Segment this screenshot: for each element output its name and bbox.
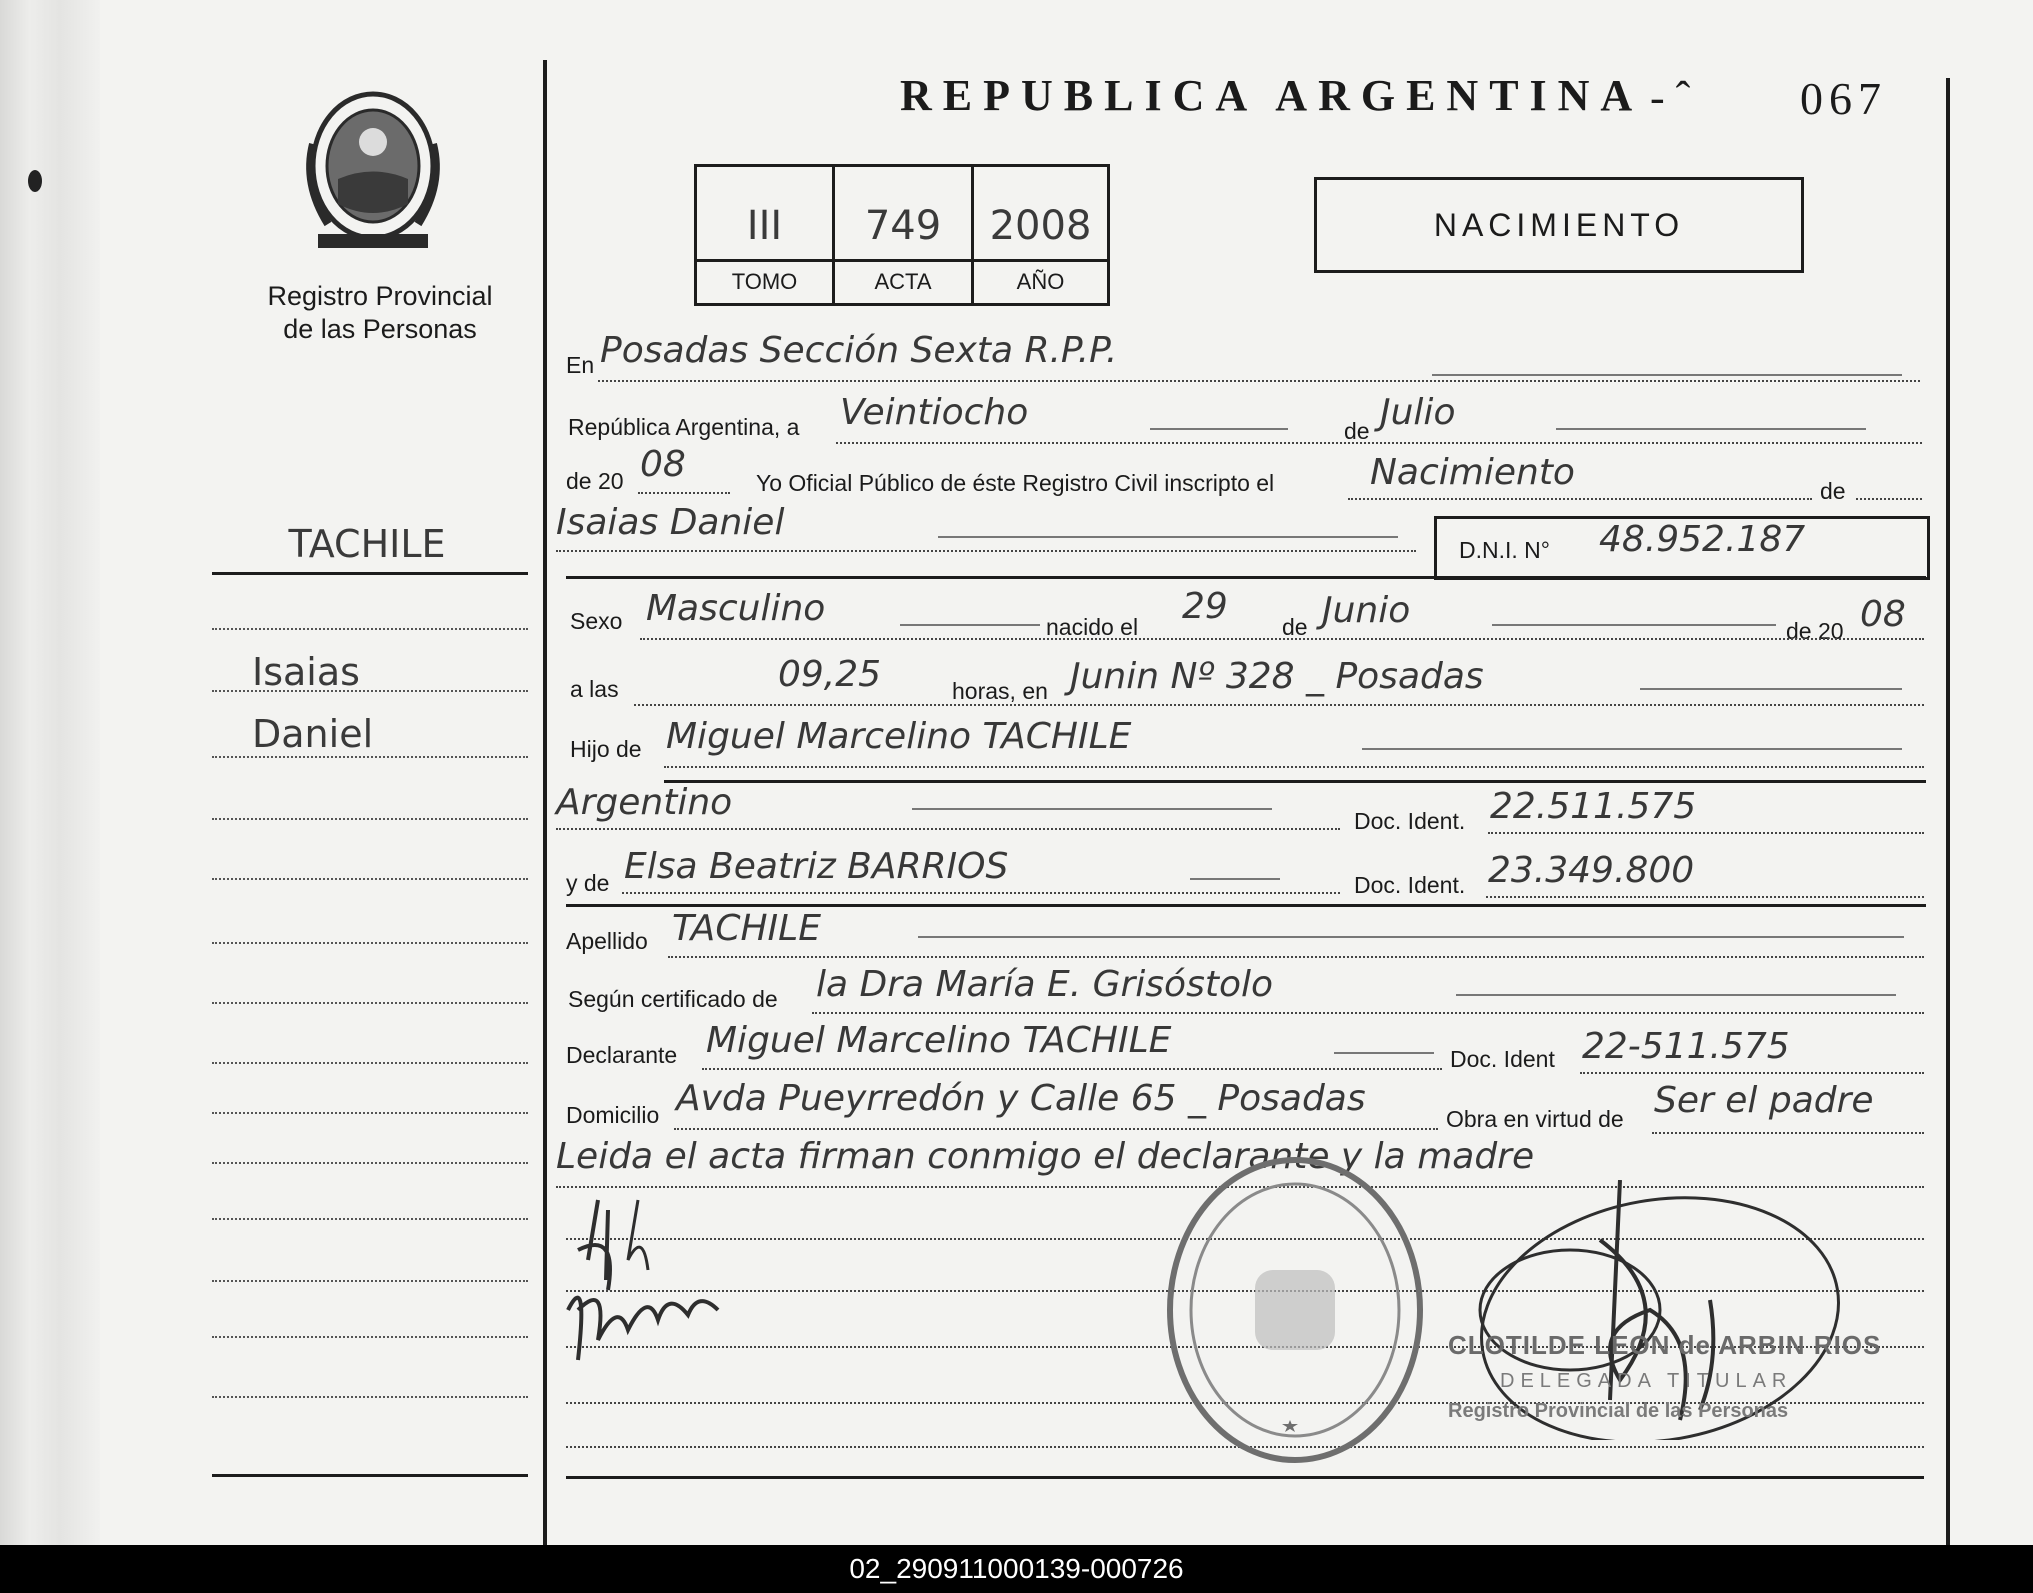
dotted-line: [674, 1128, 1438, 1130]
doc-label-2: Doc. Ident.: [1354, 872, 1466, 898]
segun-label: Según certificado de: [568, 986, 778, 1012]
de-label-2: de: [1820, 478, 1846, 504]
de20-label-2: de 20: [1786, 618, 1844, 644]
certificate-value: la Dra María E. Grisóstolo: [816, 964, 1273, 1005]
birth-place-value: Junin Nº 328 _ Posadas: [1070, 656, 1484, 697]
month-value: Julio: [1380, 392, 1456, 433]
margin-dotted-line: [212, 878, 528, 880]
dotted-line: [664, 766, 1924, 768]
dni-box: [1434, 516, 1930, 580]
republica-label: República Argentina, a: [568, 414, 800, 440]
dotted-line: [556, 550, 1416, 552]
fill-dash: [900, 624, 1040, 626]
dotted-line: [640, 638, 1924, 640]
tomo-label: TOMO: [697, 259, 832, 306]
fill-dash: [1456, 994, 1896, 996]
margin-dotted-line: [212, 1112, 528, 1114]
stamp-organization: Registro Provincial de las Personas: [1448, 1400, 1789, 1422]
margin-given-name-2: Daniel: [252, 712, 374, 756]
dni-label: D.N.I. N°: [1459, 537, 1550, 563]
margin-dotted-line: [212, 628, 528, 630]
section-rule: [664, 780, 1926, 783]
mother-name-value: Elsa Beatriz BARRIOS: [624, 846, 1009, 887]
doc-label: Doc. Ident.: [1354, 808, 1466, 834]
doc-label-3: Doc. Ident: [1450, 1046, 1555, 1072]
declarante-doc-value: 22-511.575: [1582, 1026, 1790, 1067]
nacido-label: nacido el: [1046, 614, 1139, 640]
section-rule: [566, 576, 1926, 579]
mother-doc-value: 23.349.800: [1488, 850, 1695, 891]
country-heading: REPUBLICA ARGENTINA: [900, 71, 1644, 120]
record-type-box: NACIMIENTO: [1314, 177, 1804, 273]
margin-divider: [543, 60, 547, 1545]
anio-cell: [974, 167, 1107, 303]
father-nationality-value: Argentino: [556, 782, 733, 823]
obra-value: Ser el padre: [1654, 1080, 1874, 1121]
declarant-signature: [548, 1190, 748, 1380]
dotted-line: [1580, 1072, 1924, 1074]
margin-bottom-rule: [212, 1474, 528, 1477]
domicilio-label: Domicilio: [566, 1102, 660, 1128]
en-label: En: [566, 352, 595, 378]
image-code-footer: 02_290911000139-000726: [0, 1545, 2033, 1593]
father-doc-value: 22.511.575: [1490, 786, 1697, 827]
dotted-line: [622, 892, 1340, 894]
fill-dash: [1150, 428, 1288, 430]
fill-dash: [918, 936, 1904, 938]
margin-given-name-1: Isaias: [252, 650, 360, 694]
dotted-line: [638, 492, 730, 494]
official-round-stamp: [1160, 1150, 1430, 1470]
margin-dotted-line: [212, 1396, 528, 1398]
declarante-value: Miguel Marcelino TACHILE: [706, 1020, 1172, 1061]
dotted-line: [1652, 1132, 1924, 1134]
fill-dash: [1432, 374, 1902, 376]
margin-dotted-line: [212, 756, 528, 758]
fill-dash: [1190, 878, 1280, 880]
anio-label: AÑO: [974, 259, 1107, 306]
de20-label: de 20: [566, 468, 624, 494]
acta-label: ACTA: [835, 259, 971, 306]
fill-dash: [1334, 1052, 1434, 1054]
margin-dotted-line: [212, 1002, 528, 1004]
dotted-line: [836, 442, 1922, 444]
misiones-seal-emblem: [298, 84, 448, 254]
fill-dash: [938, 536, 1398, 538]
acta-cell: [835, 167, 974, 303]
sexo-label: Sexo: [570, 608, 623, 634]
apellido-value: TACHILE: [672, 908, 821, 949]
day-value: Veintiocho: [840, 392, 1029, 433]
margin-dotted-line: [212, 1280, 528, 1282]
de-label: de: [1344, 418, 1370, 444]
margin-dotted-line: [212, 1218, 528, 1220]
serial-number: 067: [1800, 73, 1887, 124]
stamp-officer-role: DELEGADA TITULAR: [1500, 1370, 1793, 1392]
bottom-rule: [566, 1476, 1924, 1479]
domicilio-value: Avda Pueyrredón y Calle 65 _ Posadas: [676, 1078, 1366, 1119]
dotted-line: [1488, 832, 1924, 834]
de-label-3: de: [1282, 614, 1308, 640]
acta-value: 749: [864, 203, 942, 249]
place-value: Posadas Sección Sexta R.P.P.: [600, 330, 1118, 371]
dni-value: 48.952.187: [1599, 519, 1806, 560]
hijo-label: Hijo de: [570, 736, 642, 762]
fill-dash: [1362, 748, 1902, 750]
margin-dotted-line: [212, 1336, 528, 1338]
dotted-line: [1486, 896, 1924, 898]
fill-dash: [1640, 688, 1902, 690]
birth-year-value: 08: [1860, 594, 1906, 635]
margin-dotted-line: [212, 690, 528, 692]
closing-statement: Leida el acta firman conmigo el declarante y la madre: [556, 1136, 1535, 1177]
margin-surname: TACHILE: [288, 522, 446, 566]
declarante-label: Declarante: [566, 1042, 678, 1068]
margin-dotted-line: [212, 818, 528, 820]
registration-box: [694, 164, 1110, 306]
registry-name: Registro Provincial de las Personas: [267, 281, 493, 344]
dotted-line: [556, 828, 1340, 830]
birth-month-value: Junio: [1322, 590, 1411, 631]
dotted-line: [1348, 498, 1812, 500]
apellido-label: Apellido: [566, 928, 648, 954]
yde-label: y de: [566, 870, 610, 896]
anio-value: 2008: [989, 203, 1092, 249]
dotted-line: [598, 380, 1920, 382]
birth-day-value: 29: [1182, 586, 1228, 627]
child-names-value: Isaias Daniel: [556, 502, 785, 543]
alas-label: a las: [570, 676, 619, 702]
serial-prefix: - ˆ: [1650, 73, 1691, 122]
oficial-label: Yo Oficial Público de éste Registro Civil inscripto el: [756, 470, 1275, 496]
dotted-line: [702, 1068, 1442, 1070]
dotted-line: [812, 1012, 1924, 1014]
birth-time-value: 09,25: [778, 654, 882, 695]
tomo-cell: [697, 167, 835, 303]
dotted-line: [634, 704, 1924, 706]
margin-dotted-line: [212, 942, 528, 944]
horas-label: horas, en: [952, 678, 1048, 704]
sexo-value: Masculino: [646, 588, 826, 629]
fill-dash: [1556, 428, 1866, 430]
right-border: [1946, 78, 1950, 1545]
stamp-officer-name: CLOTILDE LEON de ARBIN RIOS: [1448, 1330, 1882, 1360]
dotted-line: [668, 956, 1924, 958]
fill-dash: [912, 808, 1272, 810]
dotted-line: [1856, 498, 1922, 500]
father-name-value: Miguel Marcelino TACHILE: [666, 716, 1132, 757]
binding-hole: [28, 170, 42, 192]
section-rule: [566, 904, 1926, 907]
margin-dotted-line: [212, 1062, 528, 1064]
tomo-value: III: [746, 203, 783, 249]
year-suffix-value: 08: [640, 444, 686, 485]
inscribed-value: Nacimiento: [1370, 452, 1575, 493]
margin-dotted-line: [212, 1162, 528, 1164]
margin-rule: [212, 572, 528, 575]
fill-dash: [1492, 624, 1776, 626]
binding-strip: [0, 0, 100, 1545]
obra-label: Obra en virtud de: [1446, 1106, 1624, 1132]
